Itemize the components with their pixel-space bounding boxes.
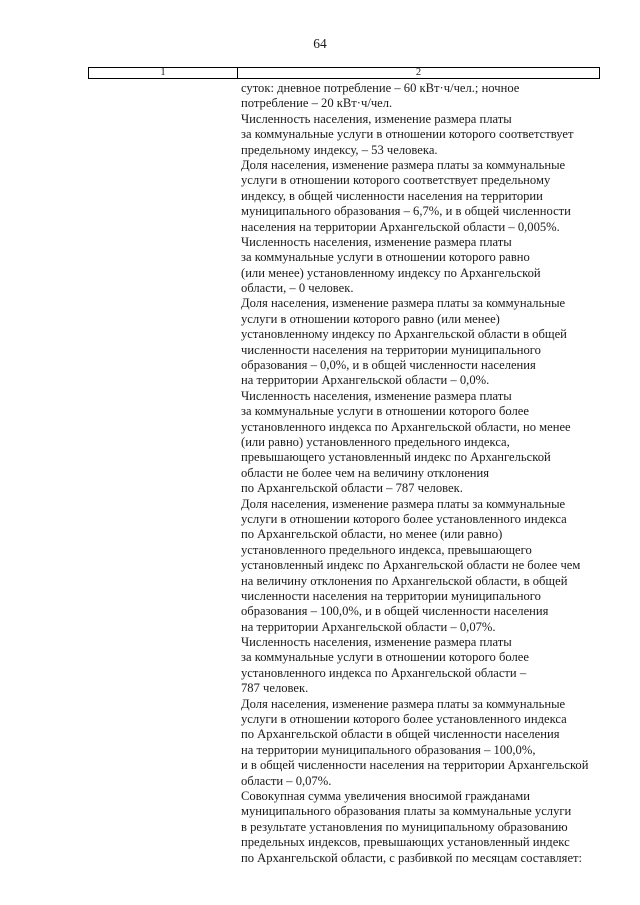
text-line: за коммунальные услуги в отношении которого равно [241, 250, 530, 265]
text-line: образования – 0,0%, и в общей численности населения [241, 358, 536, 373]
text-line: образования – 100,0%, и в общей численности населения [241, 604, 549, 619]
table-header-col-2: 2 [415, 67, 422, 78]
text-line: Совокупная сумма увеличения вносимой гражданами [241, 788, 530, 803]
text-line: услуги в отношении которого соответствует предельному [241, 173, 551, 188]
text-line: услуги в отношении которого более установленного индекса [241, 712, 567, 727]
text-line: предельных индексов, превышающих установленный индекс [241, 835, 570, 850]
text-line: за коммунальные услуги в отношении которого более [241, 650, 529, 665]
text-line: по Архангельской области в общей численности населения [241, 727, 560, 742]
text-line: Численность населения, изменение размера платы [241, 635, 512, 650]
text-line: численности населения на территории муниципального [241, 588, 541, 603]
text-line: области, – 0 человек. [241, 281, 354, 296]
text-line: муниципального образования – 6,7%, и в общей численности [241, 204, 571, 219]
text-line: области не более чем на величину отклонения [241, 465, 490, 480]
text-line: за коммунальные услуги в отношении которого более [241, 404, 529, 419]
page-number: 64 [313, 36, 327, 51]
table-header-row [88, 67, 600, 79]
text-line: услуги в отношении которого более установленного индекса [241, 511, 567, 526]
text-line: (или менее) установленному индексу по Архангельской [241, 265, 541, 280]
text-line: на величину отклонения по Архангельской области, в общей [241, 573, 568, 588]
text-line: за коммунальные услуги в отношении которого соответствует [241, 127, 574, 142]
text-line: установленному индексу по Архангельской области в общей [241, 327, 567, 342]
text-line: услуги в отношении которого равно (или менее) [241, 311, 500, 326]
text-line: численности населения на территории муниципального [241, 342, 541, 357]
text-line: по Архангельской области – 787 человек. [241, 481, 463, 496]
text-line: потребление – 20 кВт·ч/чел. [241, 96, 393, 111]
text-line: предельному индексу, – 53 человека. [241, 142, 438, 157]
table-header-col-1: 1 [89, 68, 238, 78]
text-line: (или равно) установленного предельного индекса, [241, 434, 510, 449]
text-line: установленного индекса по Архангельской области, но менее [241, 419, 571, 434]
text-line: установленного индекса по Архангельской области – [241, 665, 527, 680]
document-body [241, 81, 611, 866]
text-line: Численность населения, изменение размера платы [241, 234, 512, 249]
text-line: на территории Архангельской области – 0,07%. [241, 619, 496, 634]
text-line: области – 0,07%. [241, 773, 332, 788]
text-line: суток: дневное потребление – 60 кВт·ч/чел.; ночное [241, 81, 520, 95]
text-line: Численность населения, изменение размера платы [241, 388, 512, 403]
text-line: Доля населения, изменение размера платы за коммунальные [241, 157, 566, 172]
text-line: Доля населения, изменение размера платы за коммунальные [241, 296, 566, 311]
text-line: населения на территории Архангельской области – 0,005%. [241, 219, 560, 234]
text-line: установленный индекс по Архангельской области не более чем [241, 558, 581, 573]
text-line: Доля населения, изменение размера платы за коммунальные [241, 696, 566, 711]
text-line: на территории муниципального образования – 100,0%, [241, 742, 536, 757]
text-line: по Архангельской области, но менее (или равно) [241, 527, 503, 542]
text-line: установленного предельного индекса, превышающего [241, 542, 532, 557]
text-line: на территории Архангельской области – 0,0%. [241, 373, 490, 388]
text-line: 787 человек. [241, 681, 309, 696]
text-line: в результате установления по муниципальному образованию [241, 819, 568, 834]
text-line: по Архангельской области, с разбивкой по месяцам составляет: [241, 850, 583, 865]
text-line: муниципального образования платы за коммунальные услуги [241, 804, 572, 819]
text-line: превышающего установленный индекс по Архангельской [241, 450, 551, 465]
text-line: Численность населения, изменение размера платы [241, 111, 512, 126]
text-line: и в общей численности населения на территории Архангельской [241, 758, 589, 773]
text-line: индексу, в общей численности населения на территории [241, 188, 543, 203]
text-line: Доля населения, изменение размера платы за коммунальные [241, 496, 566, 511]
